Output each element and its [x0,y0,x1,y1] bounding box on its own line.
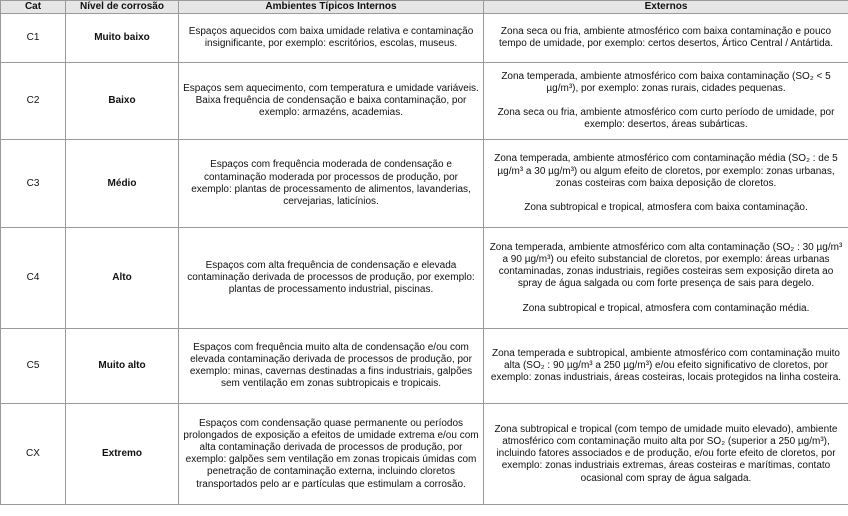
table-row-c2 [1,63,848,140]
cell-externos [484,228,848,329]
cell-internos: Espaços sem aquecimento, com temperatura e umidade variáveis. Baixa frequência de condensação e baixa contaminação, por exemplo: armazéns, academias. [179,63,484,140]
table-row-c4 [1,228,848,329]
cell-nivel: Baixo [66,63,179,140]
cell-nivel: Muito alto [66,329,179,404]
externos-paragraph: Zona subtropical e tropical (com tempo de umidade muito elevado), ambiente atmosférico com contaminação muito alta por SO₂ (superior a 250 µg/m³), incluindo fatores associados e de produção, e/ou forte efeito de cloretos, por exemplo: zonas industriais extremas, áreas costeiras e marítimas, contato ocasional com spray de água salgada. [494,423,838,484]
cell-internos: Espaços com frequência moderada de condensação e contaminação moderada por processos de produção, por exemplo: plantas de processamento de alimentos, lavanderias, cervejarias, laticínios. [179,140,484,228]
cell-externos [484,404,848,505]
cell-internos: Espaços com frequência muito alta de condensação e/ou com elevada contaminação derivada de processos de produção, por exemplo: minas, cavernas destinadas a fins industriais, galpões sem ventilação em zonas subtropicais e tropicais. [179,329,484,404]
cell-internos: Espaços com alta frequência de condensação e elevada contaminação derivada de processos de produção, por exemplo: plantas de processamento industrial, piscinas. [179,228,484,329]
externos-paragraph: Zona subtropical e tropical, atmosfera com contaminação média. [522,302,810,314]
cell-cat: C5 [1,329,66,404]
cell-cat: C3 [1,140,66,228]
externos-paragraph: Zona seca ou fria, ambiente atmosférico com curto período de umidade, por exemplo: desertos, áreas subárticas. [497,107,835,131]
cell-externos [484,63,848,140]
externos-paragraph: Zona temperada, ambiente atmosférico com alta contaminação (SO₂ : 30 µg/m³ a 90 µg/m³) ou efeito substancial de cloretos, por exemplo: áreas urbanas contaminadas, zonas industriais, regiões costeiras sem exposição direta ao spray de água salgada ou com forte presença de sais para degelo. [489,241,843,290]
table-row-cx [1,404,848,505]
externos-paragraph: Zona seca ou fria, ambiente atmosférico com baixa contaminação e pouco tempo de umidade, por exemplo: certos desertos, Ártico Central / Antártida. [498,26,834,50]
cell-nivel: Muito baixo [66,14,179,63]
header-externos: Externos [484,1,848,14]
cell-nivel: Alto [66,228,179,329]
cell-cat: C4 [1,228,66,329]
externos-paragraph: Zona temperada, ambiente atmosférico com baixa contaminação (SO₂ < 5 µg/m³), por exemplo: zonas rurais, cidades pequenas. [501,70,831,94]
header-internos: Ambientes Típicos Internos [179,1,484,14]
cell-cat: C2 [1,63,66,140]
table-row-c3 [1,140,848,228]
externos-paragraph: Zona temperada e subtropical, ambiente atmosférico com contaminação muito alta (SO₂ : 90 µg/m³ a 250 µg/m³) e/ou efeito significativo de cloretos, por exemplo: zonas industriais, áreas costeiras, locais protegidos na linha costeira. [490,347,842,384]
header-row [1,1,848,14]
table-row-c5 [1,329,848,404]
cell-nivel: Médio [66,140,179,228]
cell-internos: Espaços aquecidos com baixa umidade relativa e contaminação insignificante, por exemplo: escritórios, escolas, museus. [179,14,484,63]
externos-paragraph: Zona temperada, ambiente atmosférico com contaminação média (SO₂ : de 5 µg/m³ a 30 µg/m³) ou algum efeito de cloretos, por exemplo: zonas urbanas, zonas costeiras com baixa deposição de cloretos. [494,153,838,189]
cell-internos: Espaços com condensação quase permanente ou períodos prolongados de exposição a efeitos de umidade extrema e/ou com alta contaminação derivada de processos de produção, por exemplo: galpões sem ventilação em zonas tropicais úmidas com penetração de contaminação externa, incluindo cloretos transportados pelo ar e partículas que estimulam a corrosão. [179,404,484,505]
cell-externos [484,329,848,404]
table-row-c1 [1,14,848,63]
externos-paragraph: Zona subtropical e tropical, atmosfera com baixa contaminação. [524,201,808,213]
cell-nivel: Extremo [66,404,179,505]
cell-cat: CX [1,404,66,505]
cell-cat: C1 [1,14,66,63]
header-nivel: Nível de corrosão [66,1,179,14]
header-cat: Cat [1,1,66,14]
cell-externos [484,140,848,228]
cell-externos [484,14,848,63]
